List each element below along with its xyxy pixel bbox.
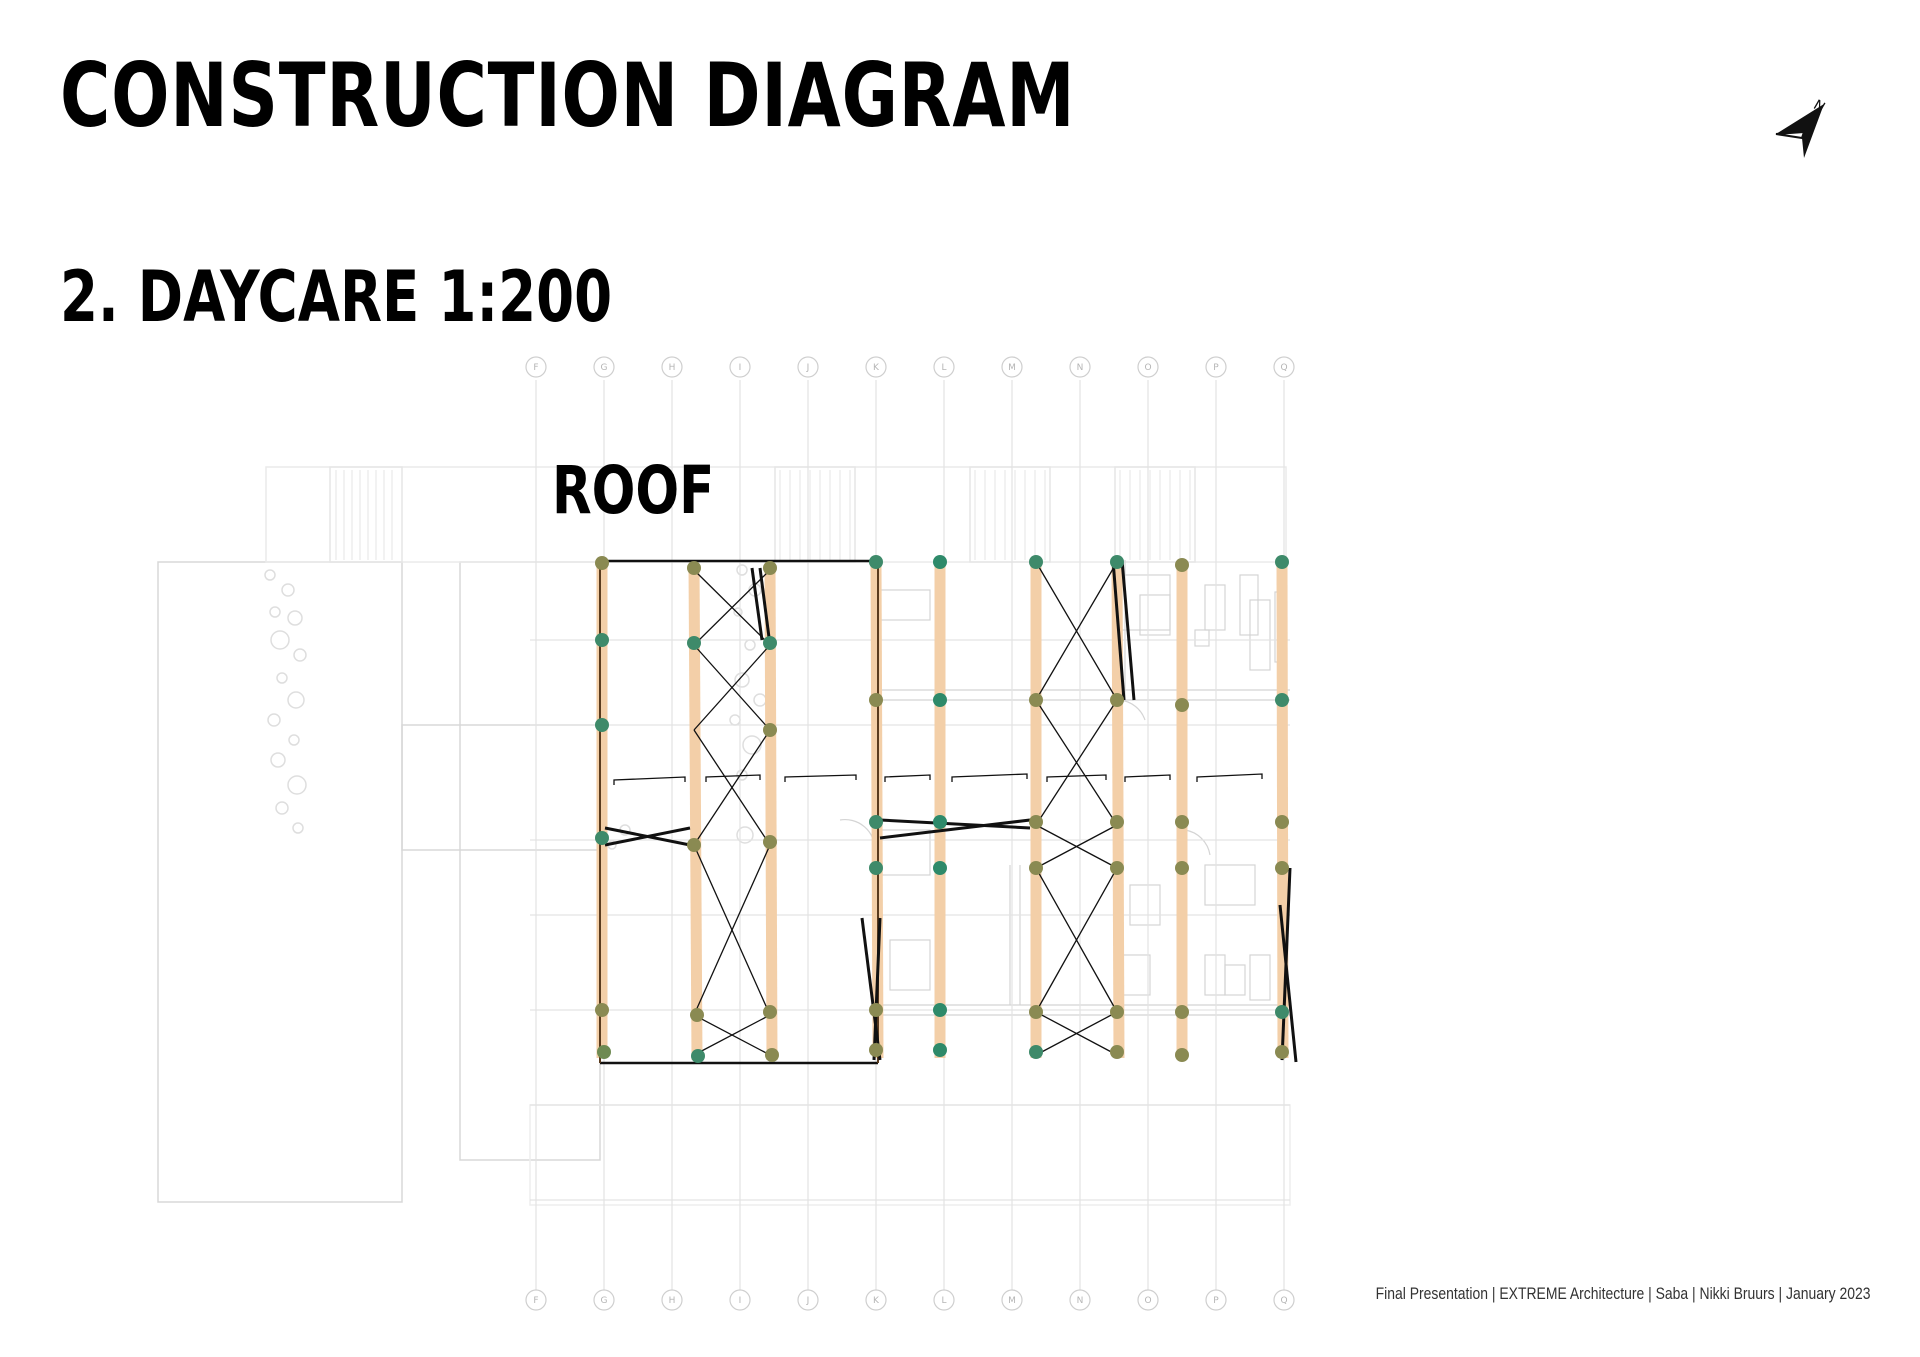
column <box>1110 861 1124 875</box>
column <box>1175 861 1189 875</box>
grid-label: L <box>941 363 947 373</box>
column <box>1110 693 1124 707</box>
grid-label: G <box>600 1296 608 1306</box>
context-interior <box>840 560 1290 1015</box>
column <box>1029 1005 1043 1019</box>
column <box>933 815 947 829</box>
column <box>1110 555 1124 569</box>
grid-label: H <box>668 1296 676 1306</box>
grid-label: L <box>941 1296 947 1306</box>
grid-label: N <box>1076 1296 1084 1306</box>
grid-label: P <box>1213 363 1219 373</box>
column <box>595 556 609 570</box>
grid-axis-labels-bottom <box>533 1296 1287 1306</box>
column <box>933 1043 947 1057</box>
grid-label: I <box>738 1296 742 1306</box>
column <box>690 1008 704 1022</box>
column <box>869 1043 883 1057</box>
column <box>597 1045 611 1059</box>
grid-label: F <box>533 363 539 373</box>
column <box>687 636 701 650</box>
column <box>1029 693 1043 707</box>
grid-axis-markers-top <box>526 357 1294 377</box>
grid-label: F <box>533 1296 539 1306</box>
column <box>763 723 777 737</box>
column <box>1110 815 1124 829</box>
column <box>595 1003 609 1017</box>
column <box>1175 1048 1189 1062</box>
column <box>869 693 883 707</box>
footer-credits: Final Presentation | EXTREME Architecture | Saba | Nikki Bruurs | January 2023 <box>1375 1284 1870 1303</box>
column <box>933 861 947 875</box>
column <box>1175 815 1189 829</box>
column <box>1110 1005 1124 1019</box>
grid-label: N <box>1076 363 1084 373</box>
grid-label: H <box>668 363 676 373</box>
column <box>1275 555 1289 569</box>
column <box>691 1049 705 1063</box>
north-label: N <box>1810 97 1828 117</box>
grid-label: J <box>806 1296 810 1306</box>
grid-label: J <box>806 363 810 373</box>
column <box>1029 555 1043 569</box>
grid-label: I <box>738 363 742 373</box>
column <box>1029 861 1043 875</box>
column <box>763 835 777 849</box>
column <box>1029 1045 1043 1059</box>
column <box>1175 558 1189 572</box>
column <box>765 1048 779 1062</box>
grid-label: G <box>600 363 608 373</box>
grid-label: M <box>1008 363 1016 373</box>
column <box>763 636 777 650</box>
roof-outline <box>600 561 878 1063</box>
context-hatching <box>336 470 1190 560</box>
column <box>1110 1045 1124 1059</box>
column <box>1275 693 1289 707</box>
timber-beams <box>602 562 1283 1060</box>
column <box>687 838 701 852</box>
column <box>1175 698 1189 712</box>
grid-label: K <box>873 1296 879 1306</box>
grid-label: Q <box>1280 1296 1288 1306</box>
column <box>869 861 883 875</box>
page-title: CONSTRUCTION DIAGRAM <box>60 44 1076 147</box>
grid-label: K <box>873 363 879 373</box>
column <box>869 1003 883 1017</box>
cross-bracing <box>694 562 1117 1055</box>
grid-label: M <box>1008 1296 1016 1306</box>
column <box>595 633 609 647</box>
column <box>933 693 947 707</box>
grid-label: O <box>1144 1296 1152 1306</box>
column <box>763 1005 777 1019</box>
section-subtitle: 2. DAYCARE 1:200 <box>60 256 613 338</box>
column <box>933 1003 947 1017</box>
column <box>1275 815 1289 829</box>
grid-label: Q <box>1280 363 1288 373</box>
grid-label: P <box>1213 1296 1219 1306</box>
column <box>763 561 777 575</box>
column <box>869 815 883 829</box>
heavy-bracing <box>605 560 1296 1062</box>
column <box>1029 815 1043 829</box>
column <box>933 555 947 569</box>
column <box>869 555 883 569</box>
column <box>1175 1005 1189 1019</box>
column <box>595 831 609 845</box>
column <box>595 718 609 732</box>
grid-axis-labels-top <box>533 363 1287 373</box>
column <box>1275 1045 1289 1059</box>
grid-axis-markers-bottom <box>526 1290 1294 1310</box>
roof-level-label: ROOF <box>552 452 715 529</box>
grid-label: O <box>1144 363 1152 373</box>
column <box>1275 1005 1289 1019</box>
column <box>1275 861 1289 875</box>
column <box>687 561 701 575</box>
